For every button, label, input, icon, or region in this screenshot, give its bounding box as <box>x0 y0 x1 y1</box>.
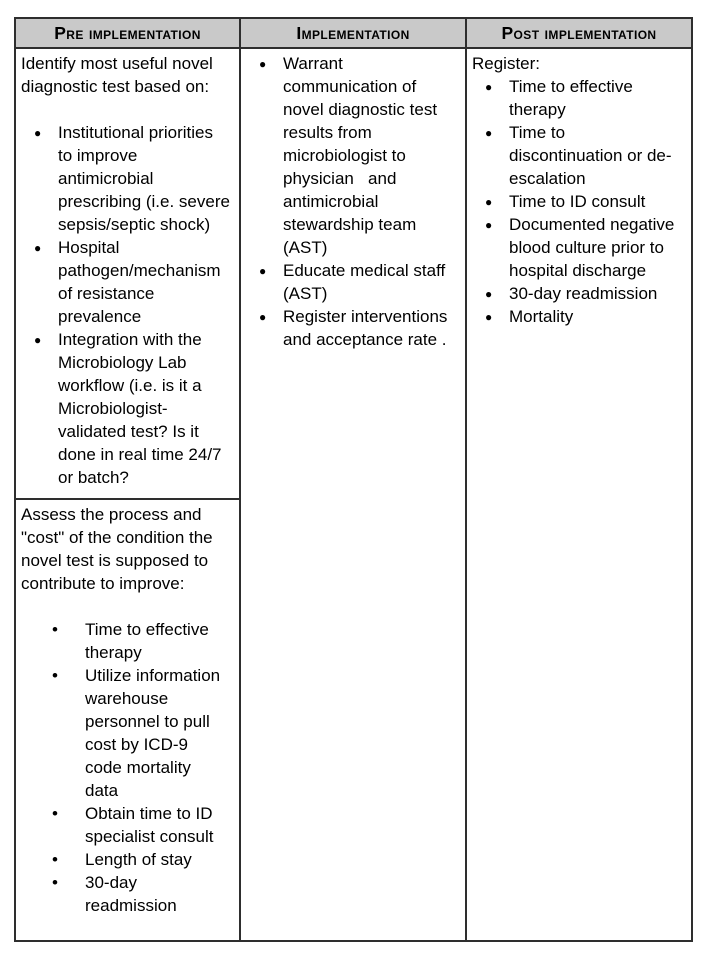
body-row-1 <box>15 48 692 499</box>
bullet-item: ● Integration with the Microbiology Lab workflow (i.e. is it a Microbiologist-validated test? Is it done in real time 24/7 or batch? <box>21 328 231 489</box>
bullet-item: ● Hospital pathogen/mechanism of resistance prevalence <box>21 236 231 328</box>
pre-implementation-intro: Identify most useful novel diagnostic test based on: <box>21 54 218 96</box>
assess-process-bullet-list <box>21 618 231 917</box>
implementation-cell <box>240 48 466 941</box>
post-implementation-bullet-list <box>472 75 683 328</box>
pre-implementation-cell-bottom <box>15 499 240 941</box>
bullet-item: ● Institutional priorities to improve antimicrobial prescribing (i.e. severe sepsis/septic shock) <box>21 121 231 236</box>
bullet-item: • Utilize information warehouse personnel to pull cost by ICD-9 code mortality data <box>21 664 231 802</box>
bullet-item: ● Warrant communication of novel diagnostic test results from microbiologist to physician and antimicrobial stewardship team (AST) <box>246 52 457 259</box>
bullet-item: ● Time to ID consult <box>472 190 683 213</box>
column-header-pre-implementation: Pre implementation <box>15 18 240 48</box>
bullet-item: ● Time to effective therapy <box>472 75 683 121</box>
bullet-item: • Time to effective therapy <box>21 618 231 664</box>
bullet-item: ● Educate medical staff (AST) <box>246 259 457 305</box>
post-implementation-intro: Register: <box>472 54 541 73</box>
column-header-implementation: Implementation <box>240 18 466 48</box>
bullet-item: • 30-day readmission <box>21 871 231 917</box>
bullet-item: ● Register interventions and acceptance rate . <box>246 305 457 351</box>
pre-implementation-bullet-list <box>21 121 235 489</box>
bullet-item: ● 30-day readmission <box>472 282 683 305</box>
bullet-item: ● Documented negative blood culture prior to hospital discharge <box>472 213 683 282</box>
implementation-bullet-list <box>246 52 457 351</box>
header-row <box>15 18 692 48</box>
bullet-item: ● Time to discontinuation or de-escalation <box>472 121 683 190</box>
pre-implementation-cell-top <box>15 48 240 499</box>
post-implementation-cell <box>466 48 692 941</box>
assess-process-intro: Assess the process and "cost" of the condition the novel test is supposed to contribute to improve: <box>21 505 218 593</box>
bullet-item: • Obtain time to ID specialist consult <box>21 802 231 848</box>
bullet-item: ● Mortality <box>472 305 683 328</box>
bullet-item: • Length of stay <box>21 848 231 871</box>
column-header-post-implementation: Post implementation <box>466 18 692 48</box>
implementation-phases-table <box>14 17 693 942</box>
